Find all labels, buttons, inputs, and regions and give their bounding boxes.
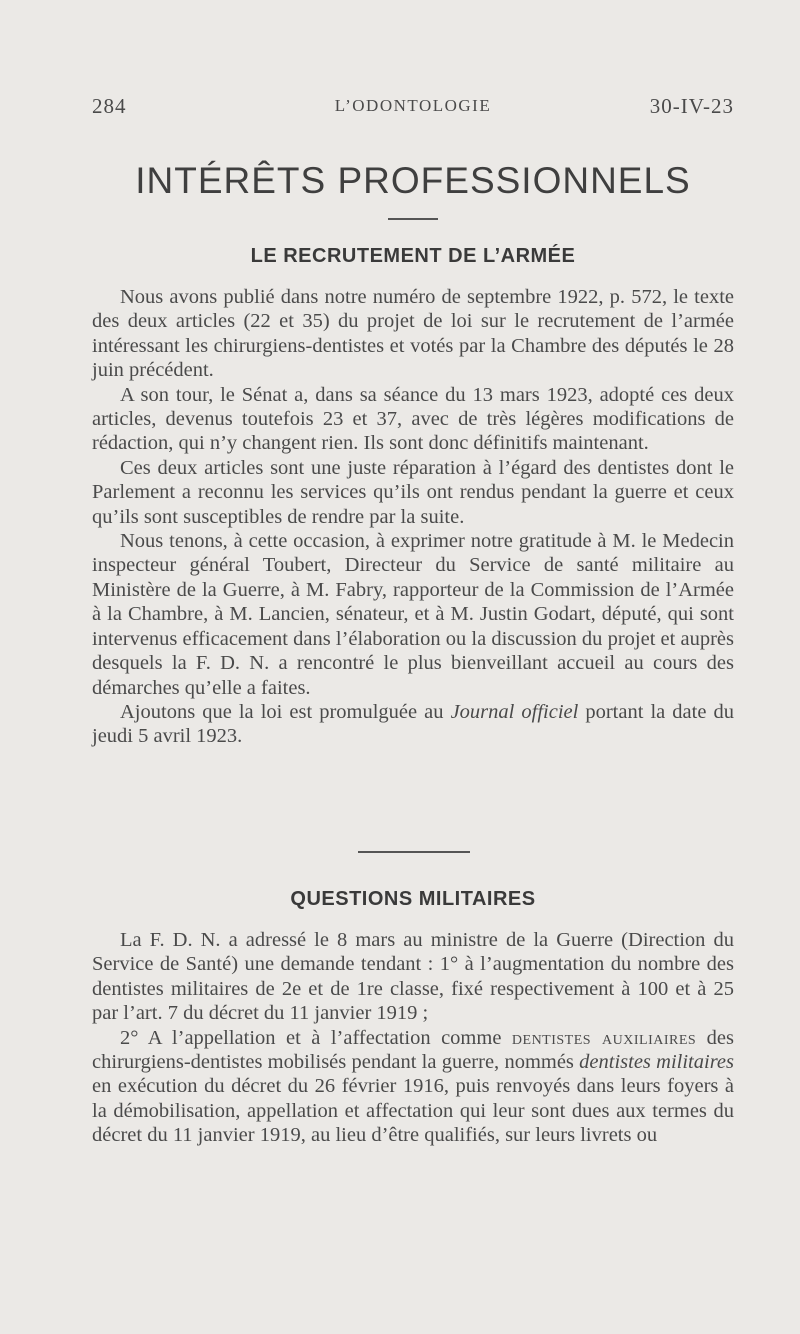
paragraph: La F. D. N. a adressé le 8 mars au ministre de la Guerre (Direction du Service de Santé) une demande tendant : 1° à l’augmentation du nombre des dentistes militaires de 2e et de 1re classe, fixé respectivement à 100 et à 25 par l’art. 7 du décret du 11 janvier 1919 ; [92, 929, 734, 1025]
section-heading-recrutement: LE RECRUTEMENT DE L’ARMÉE [250, 245, 576, 267]
paragraph [92, 700, 734, 749]
paragraph: Ces deux articles sont une juste réparation à l’égard des dentistes dont le Parlement a reconnu les services qu’ils ont rendus pendant la guerre et ceux qu’ils sont susceptibles de rendre par la suite. [92, 456, 734, 528]
section-heading-questions-militaires: QUESTIONS MILITAIRES [290, 888, 536, 910]
text-run: des chirurgiens-dentistes mobilisés pendant la guerre, nommés [92, 1026, 734, 1074]
italic-term: dentistes militaires [579, 1051, 734, 1074]
section-divider [358, 851, 470, 853]
document-page [92, 0, 734, 1334]
paragraph: A son tour, le Sénat a, dans sa séance du 13 mars 1923, adopté ces deux articles, devenus toutefois 23 et 37, avec de très légères modifications de rédaction, qui n’y changent rien. Ils sont donc définitifs maintenant. [92, 383, 734, 455]
issue-date: 30-IV-23 [649, 94, 734, 118]
section-body-recrutement [92, 285, 734, 749]
paragraph [92, 1026, 734, 1148]
page-number: 284 [92, 94, 127, 118]
running-header [92, 94, 734, 124]
page-title: INTÉRÊTS PROFESSIONNELS [135, 160, 691, 201]
title-divider [388, 218, 438, 220]
journal-officiel-italic: Journal officiel [450, 700, 579, 723]
paragraph: Nous avons publié dans notre numéro de septembre 1922, p. 572, le texte des deux articles (22 et 35) du projet de loi sur le recrutement de l’armée intéressant les chirurgiens-dentistes et votés par la Chambre des députés le 28 juin précédent. [92, 286, 734, 382]
text-run: Ajoutons que la loi est promulguée au [120, 700, 451, 723]
text-run: portant la date du jeudi 5 avril 1923. [92, 700, 734, 748]
text-run: en exécution du décret du 26 février 1916, puis renvoyés dans leurs foyers à la démobilisation, appellation et affectation qui leur sont dues aux termes du décret du 11 janvier 1919, au lieu d’être qualifiés, sur leurs livrets ou [92, 1075, 734, 1147]
paragraph: Nous tenons, à cette occasion, à exprimer notre gratitude à M. le Medecin inspecteur général Toubert, Directeur du Service de santé militaire au Ministère de la Guerre, à M. Fabry, rapporteur de la Commission de l’Armée à la Chambre, à M. Lancien, sénateur, et à M. Justin Godart, député, qui sont intervenus efficacement dans l’élaboration ou la discussion du projet et auprès desquels la F. D. N. a rencontré le plus bienveillant accueil au cours des démarches qu’elle a faites. [92, 530, 734, 699]
text-run: 2° A l’appellation et à l’affectation comme [120, 1026, 512, 1049]
section-body-questions-militaires [92, 928, 734, 1148]
journal-name: L’ODONTOLOGIE [334, 96, 492, 115]
small-caps-term: dentistes auxiliaires [511, 1026, 697, 1049]
